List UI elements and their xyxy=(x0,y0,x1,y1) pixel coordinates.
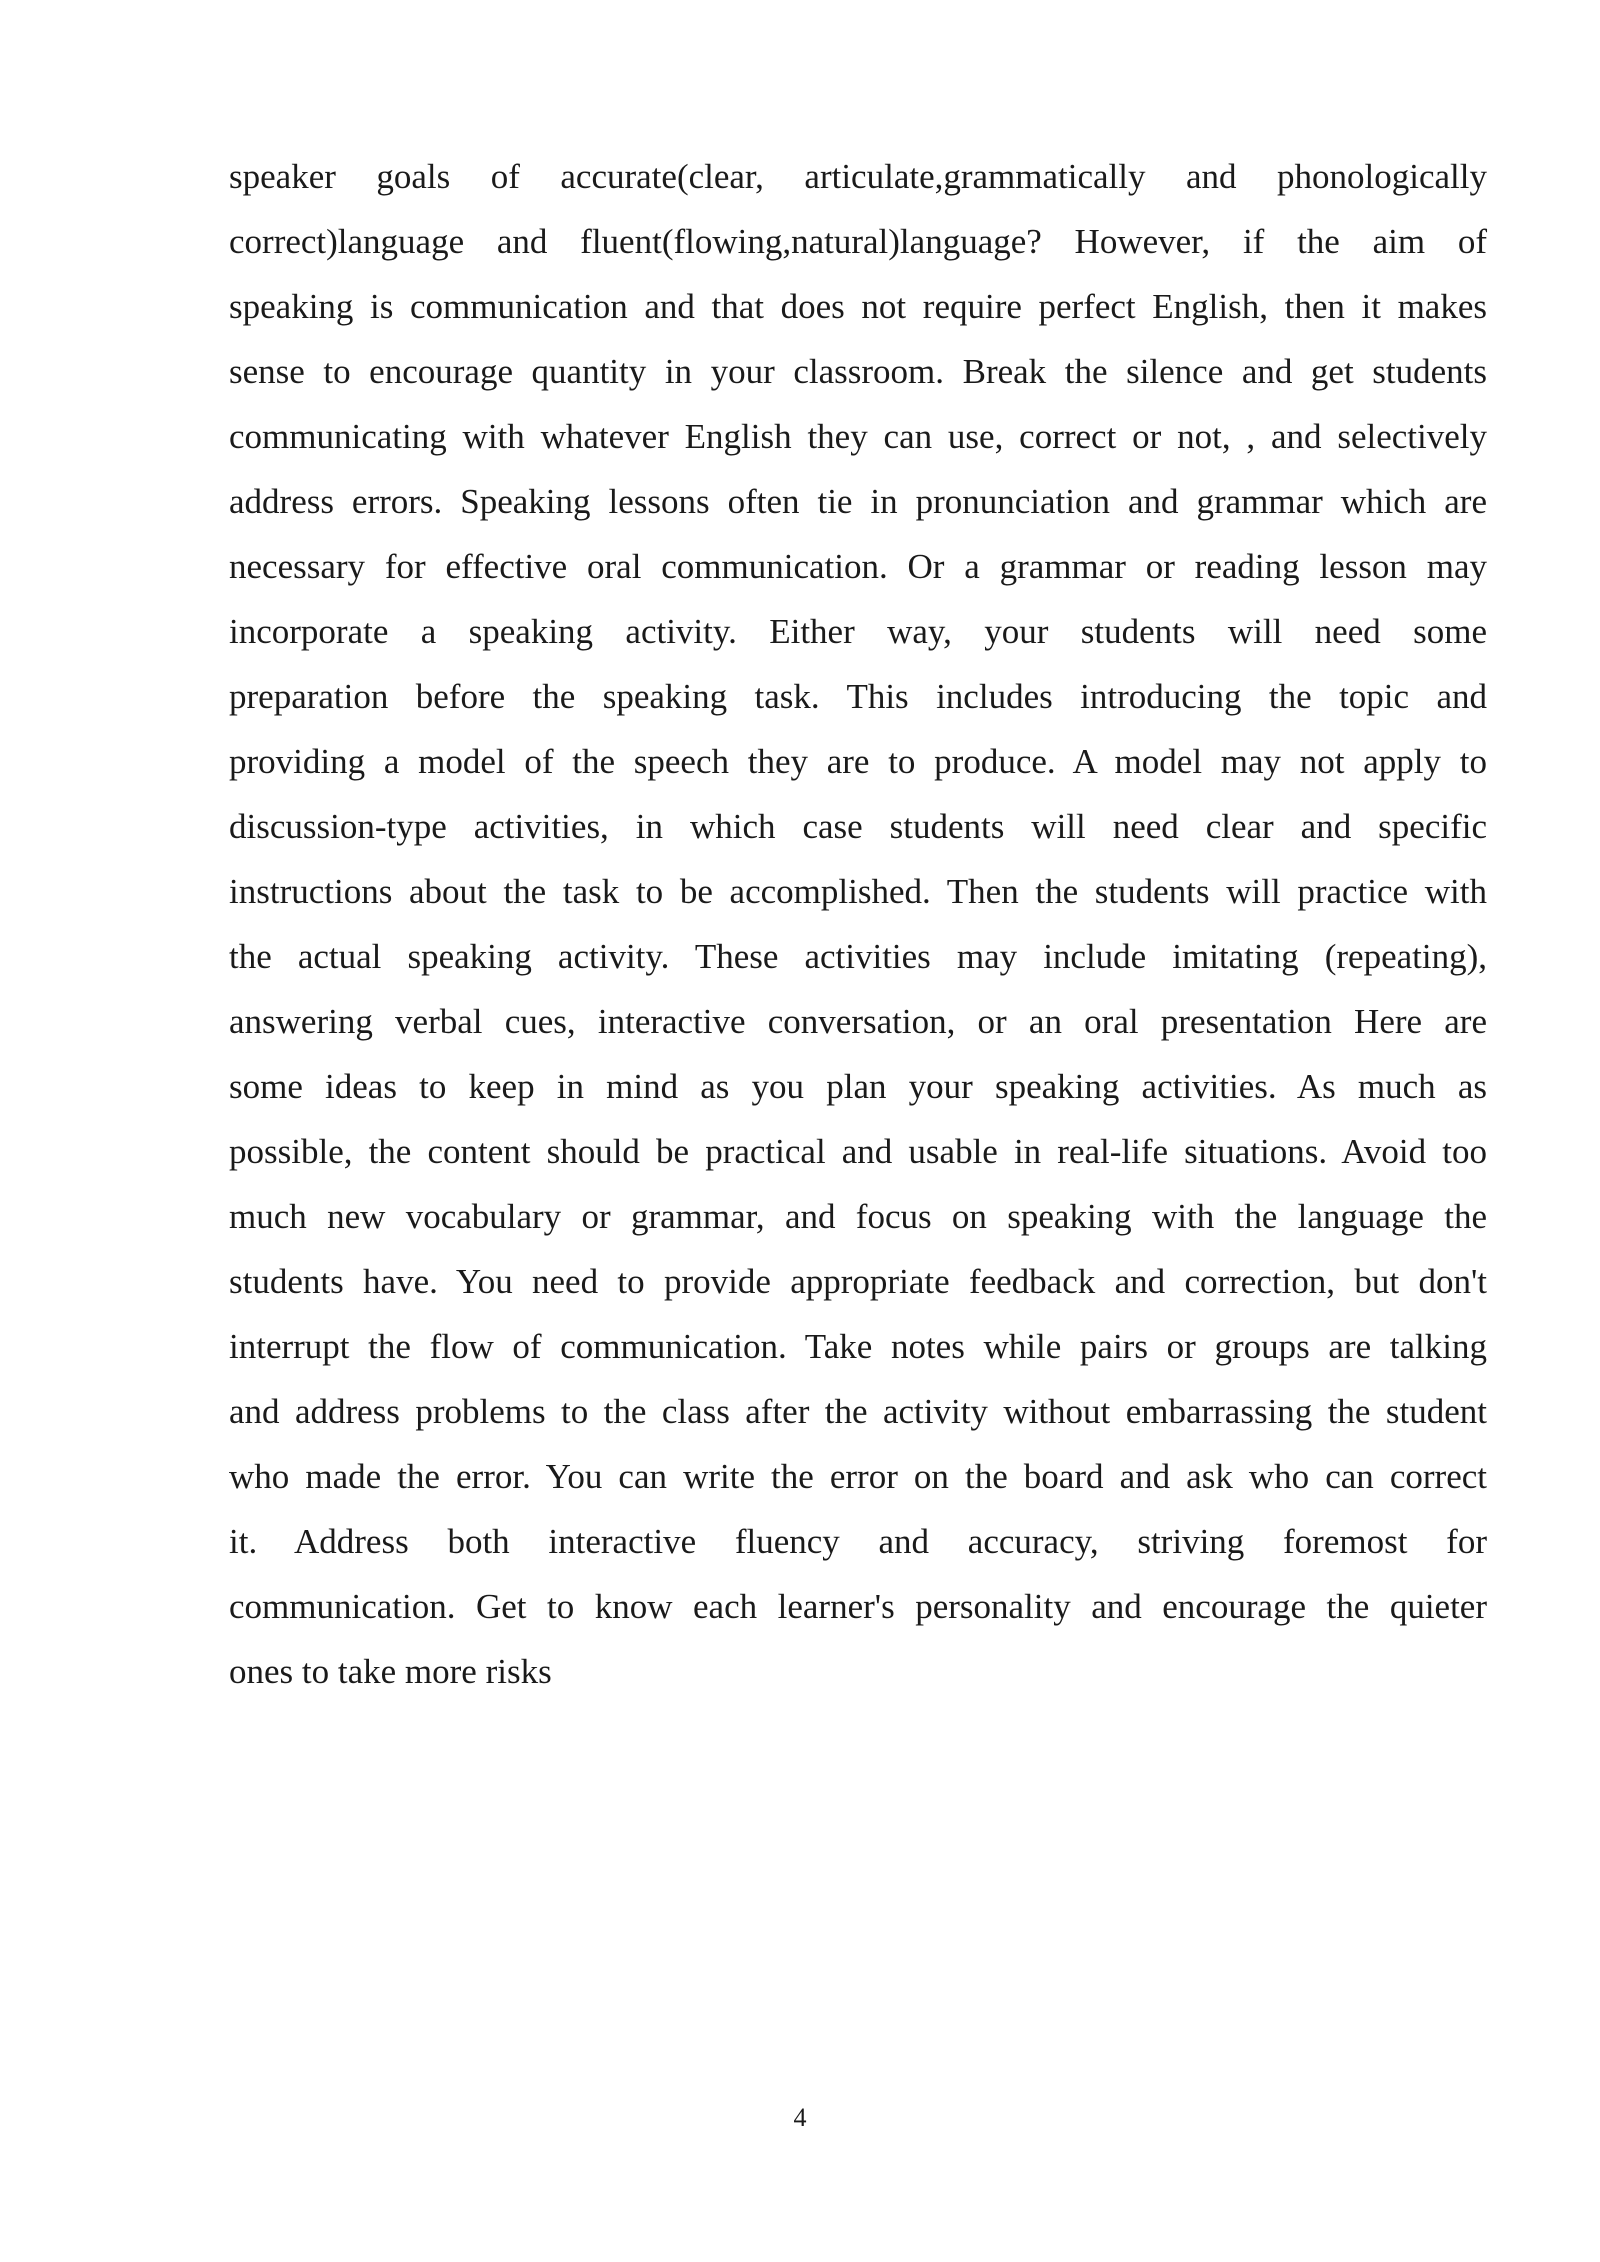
paragraph-line: it. Address both interactive fluency and accuracy, striving foremost for xyxy=(229,1522,1487,1561)
paragraph-line: communication. Get to know each learner's personality and encourage the quieter xyxy=(229,1587,1487,1626)
paragraph-line: speaker goals of accurate(clear, articulate,grammatically and phonologically xyxy=(229,157,1487,196)
paragraph-line: ones to take more risks xyxy=(229,1652,552,1691)
paragraph-line: answering verbal cues, interactive conversation, or an oral presentation Here are xyxy=(229,1002,1487,1041)
paragraph-line: students have. You need to provide appropriate feedback and correction, but don't xyxy=(229,1262,1487,1301)
paragraph-line: communicating with whatever English they can use, correct or not, , and selectively xyxy=(229,417,1487,456)
paragraph-line: correct)language and fluent(flowing,natural)language? However, if the aim of xyxy=(229,222,1487,261)
paragraph-line: possible, the content should be practical and usable in real-life situations. Avoid too xyxy=(229,1132,1487,1171)
body-paragraph xyxy=(229,144,1487,1704)
page-number: 4 xyxy=(793,2103,807,2132)
paragraph-line: interrupt the flow of communication. Take notes while pairs or groups are talking xyxy=(229,1327,1487,1366)
paragraph-line: much new vocabulary or grammar, and focus on speaking with the language the xyxy=(229,1197,1487,1236)
paragraph-line: speaking is communication and that does not require perfect English, then it makes xyxy=(229,287,1487,326)
paragraph-line: incorporate a speaking activity. Either way, your students will need some xyxy=(229,612,1487,651)
paragraph-line: instructions about the task to be accomplished. Then the students will practice with xyxy=(229,872,1487,911)
paragraph-line: providing a model of the speech they are to produce. A model may not apply to xyxy=(229,742,1487,781)
paragraph-line: some ideas to keep in mind as you plan your speaking activities. As much as xyxy=(229,1067,1487,1106)
paragraph-line: who made the error. You can write the error on the board and ask who can correct xyxy=(229,1457,1487,1496)
paragraph-line: sense to encourage quantity in your classroom. Break the silence and get students xyxy=(229,352,1487,391)
paragraph-line: necessary for effective oral communication. Or a grammar or reading lesson may xyxy=(229,547,1487,586)
paragraph-line: the actual speaking activity. These activities may include imitating (repeating), xyxy=(229,937,1487,976)
paragraph-line: address errors. Speaking lessons often tie in pronunciation and grammar which are xyxy=(229,482,1487,521)
paragraph-line: discussion-type activities, in which case students will need clear and specific xyxy=(229,807,1487,846)
paragraph-line: and address problems to the class after the activity without embarrassing the student xyxy=(229,1392,1487,1431)
paragraph-line: preparation before the speaking task. This includes introducing the topic and xyxy=(229,677,1487,716)
